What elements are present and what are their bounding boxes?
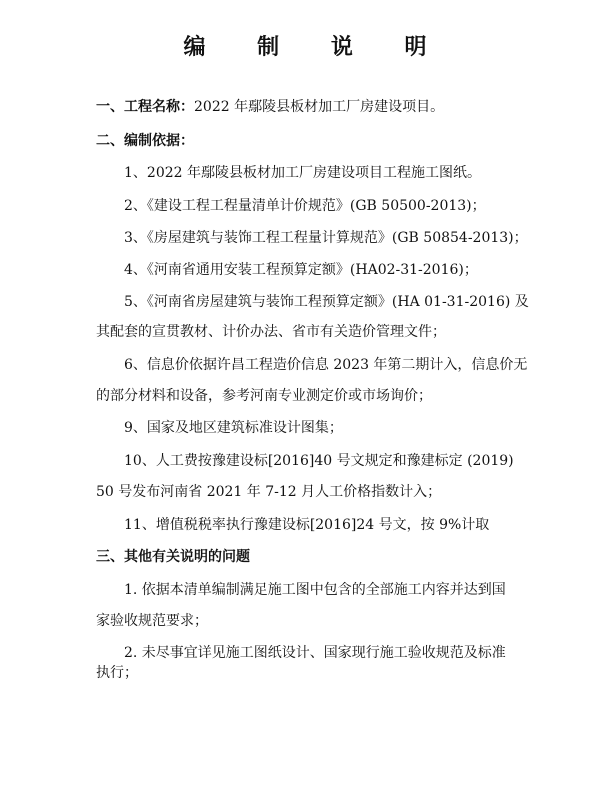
section-project-name (96, 97, 444, 117)
note-item-continued: 家验收规范要求； (96, 613, 208, 629)
section-heading: 一、工程名称： (96, 99, 194, 115)
basis-item-continued: 的部分材料和设备，参考河南专业测定价或市场询价； (96, 388, 432, 404)
basis-item: 5、《河南省房屋建筑与装饰工程预算定额》(HA 01-31-2016) 及 (124, 294, 529, 310)
document-title: 编 制 说 明 (183, 35, 449, 60)
basis-item: 2、《建设工程工程量清单计价规范》(GB 50500-2013)； (124, 198, 486, 214)
note-item: 1. 依据本清单编制满足施工图中包含的全部施工内容并达到国 (124, 582, 506, 598)
section-heading: 三、其他有关说明的问题 (96, 549, 250, 565)
basis-item: 4、《河南省通用安装工程预算定额》(HA02-31-2016)； (124, 262, 478, 278)
basis-item: 10、人工费按豫建设标[2016]40 号文规定和豫建标定 (2019) (124, 453, 514, 469)
project-name-text: 2022 年鄢陵县板材加工厂房建设项目。 (194, 99, 445, 115)
basis-item: 1、2022 年鄢陵县板材加工厂房建设项目工程施工图纸。 (124, 165, 481, 181)
section-heading: 二、编制依据： (96, 133, 194, 149)
basis-item-continued: 50 号发布河南省 2021 年 7-12 月人工价格指数计入； (96, 484, 442, 500)
basis-item: 6、信息价依据许昌工程造价信息 2023 年第二期计入，信息价无 (124, 357, 528, 373)
basis-item: 9、国家及地区建筑标准设计图集； (124, 420, 343, 436)
basis-item-continued: 其配套的宣贯教材、计价办法、省市有关造价管理文件； (96, 324, 446, 340)
basis-item: 11、增值税税率执行豫建设标[2016]24 号文，按 9%计取 (124, 517, 490, 533)
basis-item: 3、《房屋建筑与装饰工程工程量计算规范》(GB 50854-2013)； (124, 230, 528, 246)
note-item-continued: 执行； (96, 665, 138, 681)
note-item: 2. 未尽事宜详见施工图纸设计、国家现行施工验收规范及标准 (124, 645, 506, 661)
